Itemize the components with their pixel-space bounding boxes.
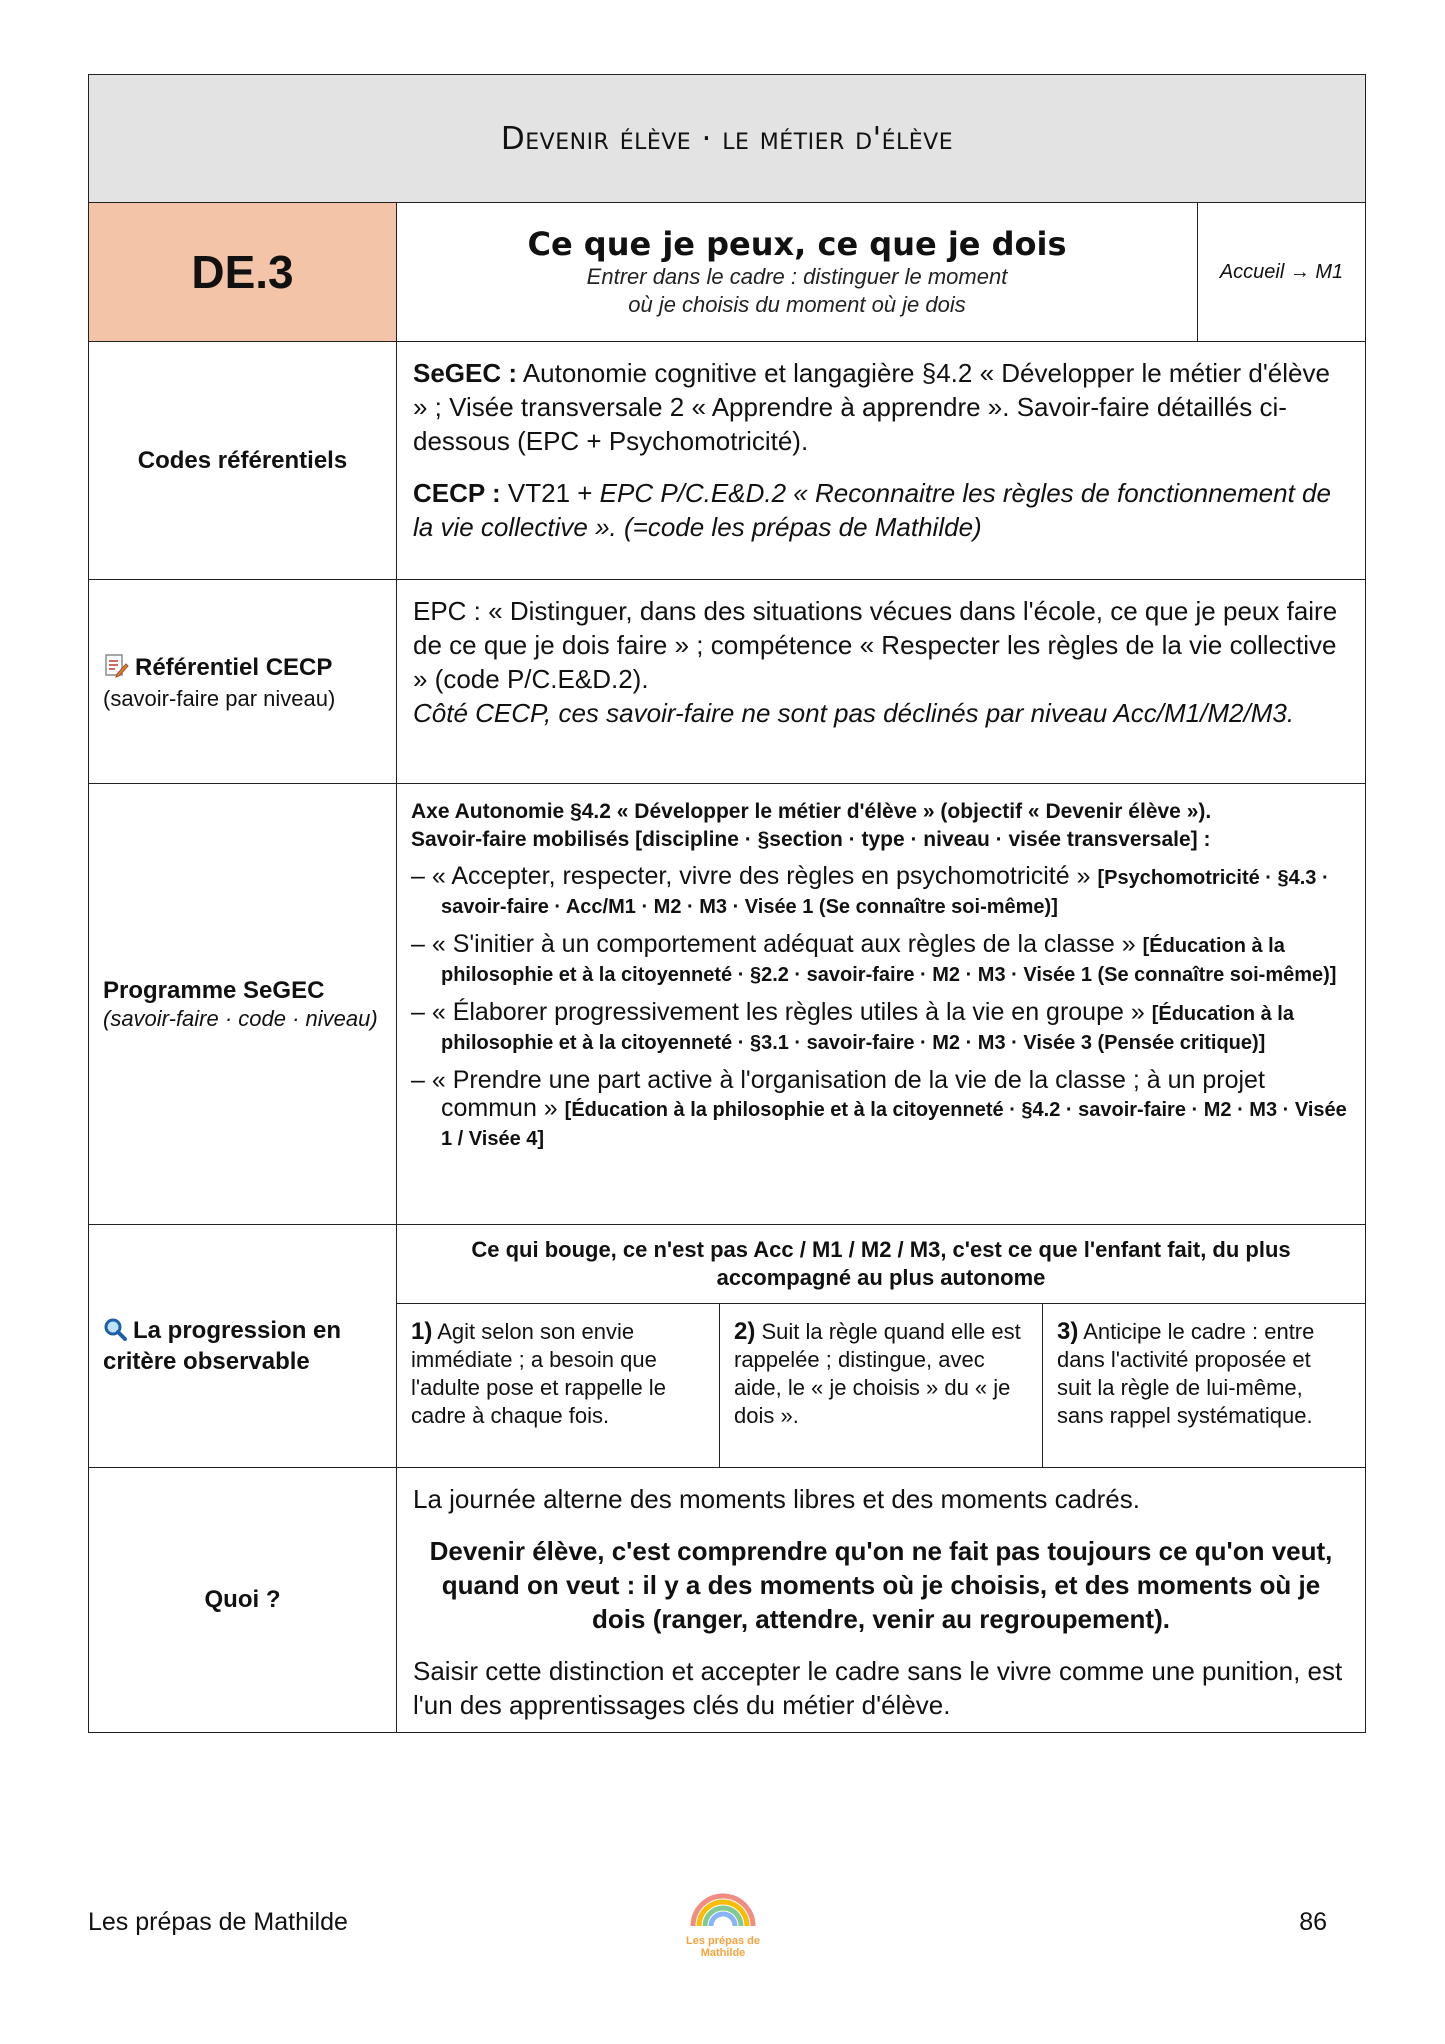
row-content — [397, 580, 1365, 783]
quoi-conclusion: Saisir cette distinction et accepter le cadre sans le vivre comme une punition, est l'un des apprentissages clés du métier d'élève. — [413, 1656, 1343, 1720]
card-subtitle-line1: Entrer dans le cadre : distinguer le moment — [586, 264, 1008, 289]
list-item — [411, 1066, 1351, 1152]
row-codes — [89, 342, 1365, 580]
row-label: Codes référentiels — [137, 446, 348, 474]
row-label: La progression en critère observable — [103, 1316, 342, 1375]
step-text: Suit la règle quand elle est rappelée ; distingue, avec aide, le « je choisis » du « je dois ». — [734, 1319, 1021, 1428]
row-label: Programme SeGEC — [103, 976, 325, 1004]
row-referentiel-cecp — [89, 580, 1365, 784]
programme-lead-1: Axe Autonomie §4.2 « Développer le métier d'élève » (objectif « Devenir élève »). — [411, 800, 1212, 823]
cecp-italic: EPC P/C.E&D.2 « Reconnaitre les règles de fonctionnement de la vie collective ». (=code les prépas de Mathilde) — [413, 478, 1331, 542]
progression-step — [397, 1304, 719, 1467]
item-text: – « Élaborer progressivement les règles utiles à la vie en groupe » — [411, 998, 1145, 1026]
row-label: Référentiel CECP — [135, 653, 333, 681]
row-sublabel: (savoir-faire par niveau) — [103, 685, 336, 711]
cecp-paragraph — [413, 476, 1349, 544]
progression-step — [719, 1304, 1042, 1467]
cecp-ref-italic: Côté CECP, ces savoir-faire ne sont pas déclinés par niveau Acc/M1/M2/M3. — [413, 698, 1295, 728]
row-progression — [89, 1225, 1365, 1468]
card-title: Ce que je peux, ce que je dois — [527, 225, 1067, 263]
card-subtitle-line2: où je choisis du moment où je dois — [628, 292, 966, 317]
item-tag: [Éducation à la philosophie et à la citoyenneté · §4.2 · savoir-faire · M2 · M3 · Visée 1 / Visée 4] — [441, 1099, 1347, 1150]
step-text: Anticipe le cadre : entre dans l'activité proposée et suit la règle de lui-même, sans rappel systématique. — [1057, 1319, 1315, 1428]
list-item — [411, 998, 1351, 1056]
card-header — [89, 203, 1365, 342]
segec-label: SeGEC : — [413, 358, 518, 388]
step-number: 1) — [411, 1318, 433, 1345]
progression-step — [1042, 1304, 1365, 1467]
row-label-cell — [89, 1225, 397, 1467]
step-number: 2) — [734, 1318, 756, 1345]
row-quoi — [89, 1468, 1365, 1732]
row-label-cell — [89, 1468, 397, 1732]
row-label-cell — [89, 580, 397, 783]
card-level: Accueil → M1 — [1219, 260, 1344, 283]
list-item — [411, 862, 1351, 920]
section-band — [89, 75, 1365, 203]
cecp-label: CECP : — [413, 478, 501, 508]
quoi-intro: La journée alterne des moments libres et des moments cadrés. — [413, 1484, 1140, 1514]
footer-brand: Les prépas de Mathilde — [88, 1908, 348, 1936]
programme-lead-2: Savoir-faire mobilisés [discipline · §section · type · niveau · visée transversale] : — [411, 828, 1211, 851]
item-text: – « Prendre une part active à l'organisation de la vie de la classe ; à un projet commun » — [411, 1066, 1265, 1122]
row-content — [397, 1468, 1365, 1732]
step-text: Agit selon son envie immédiate ; a besoin que l'adulte pose et rappelle le cadre à chaque fois. — [411, 1319, 666, 1428]
item-text: – « S'initier à un comportement adéquat aux règles de la classe » — [411, 930, 1136, 958]
row-label: Quoi ? — [204, 1586, 281, 1613]
progression-summary: Ce qui bouge, ce n'est pas Acc / M1 / M2 / M3, c'est ce que l'enfant fait, du plus accompagné au plus autonome — [397, 1225, 1365, 1304]
row-content — [397, 784, 1365, 1224]
memo-pencil-icon — [103, 652, 129, 685]
row-label-cell — [89, 342, 397, 579]
list-item — [411, 930, 1351, 988]
row-sublabel: (savoir-faire · code · niveau) — [103, 1005, 378, 1031]
item-tag: [Psychomotricité · §4.3 · savoir-faire · Acc/M1 · M2 · M3 · Visée 1 (Se connaître soi-même)] — [441, 867, 1329, 918]
progression-steps — [397, 1304, 1365, 1467]
magnifier-icon — [103, 1317, 127, 1348]
svg-text:Les prépas de: Les prépas de — [686, 1935, 760, 1947]
segec-paragraph — [413, 356, 1349, 458]
svg-text:Mathilde: Mathilde — [700, 1947, 746, 1959]
brand-logo — [678, 1888, 768, 1960]
segec-text: Autonomie cognitive et langagière §4.2 « Développer le métier d'élève » ; Visée transversale 2 « Apprendre à apprendre ». Savoir-faire détaillés ci-dessous (EPC + Psychomotricité). — [413, 358, 1330, 456]
level-cell — [1198, 203, 1365, 341]
row-label-cell — [89, 784, 397, 1224]
quoi-key-message: Devenir élève, c'est comprendre qu'on ne fait pas toujours ce qu'on veut, quand on veut : il y a des moments où je choisis, et des moments où je dois (ranger, attendre, venir au regroupement). — [429, 1536, 1333, 1634]
row-content — [397, 342, 1365, 579]
page-number: 86 — [1299, 1908, 1327, 1936]
row-programme — [89, 784, 1365, 1225]
section-title: Devenir élève · le métier d'élève — [500, 120, 954, 157]
title-cell — [397, 203, 1198, 341]
row-content — [397, 1225, 1365, 1467]
row-label-wrap — [103, 1317, 382, 1376]
item-text: – « Accepter, respecter, vivre des règles en psychomotricité » — [411, 862, 1091, 890]
card-code: DE.3 — [191, 246, 294, 298]
lesson-sheet — [88, 74, 1366, 1733]
item-tag: [Éducation à la philosophie et à la citoyenneté · §2.2 · savoir-faire · M2 · M3 · Visée 1 (Se connaître soi-même)] — [441, 935, 1337, 986]
code-cell — [89, 203, 397, 341]
item-tag: [Éducation à la philosophie et à la citoyenneté · §3.1 · savoir-faire · M2 · M3 · Visée 3 (Pensée critique)] — [441, 1003, 1294, 1054]
cecp-ref-text: EPC : « Distinguer, dans des situations vécues dans l'école, ce que je peux faire de ce que je dois faire » ; compétence « Respecter les règles de la vie collective » (code P/C.E&D.2). — [413, 596, 1338, 694]
step-number: 3) — [1057, 1318, 1079, 1345]
row-label-wrap — [103, 652, 382, 685]
cecp-text: VT21 + — [500, 478, 600, 508]
programme-lead — [411, 798, 1351, 854]
